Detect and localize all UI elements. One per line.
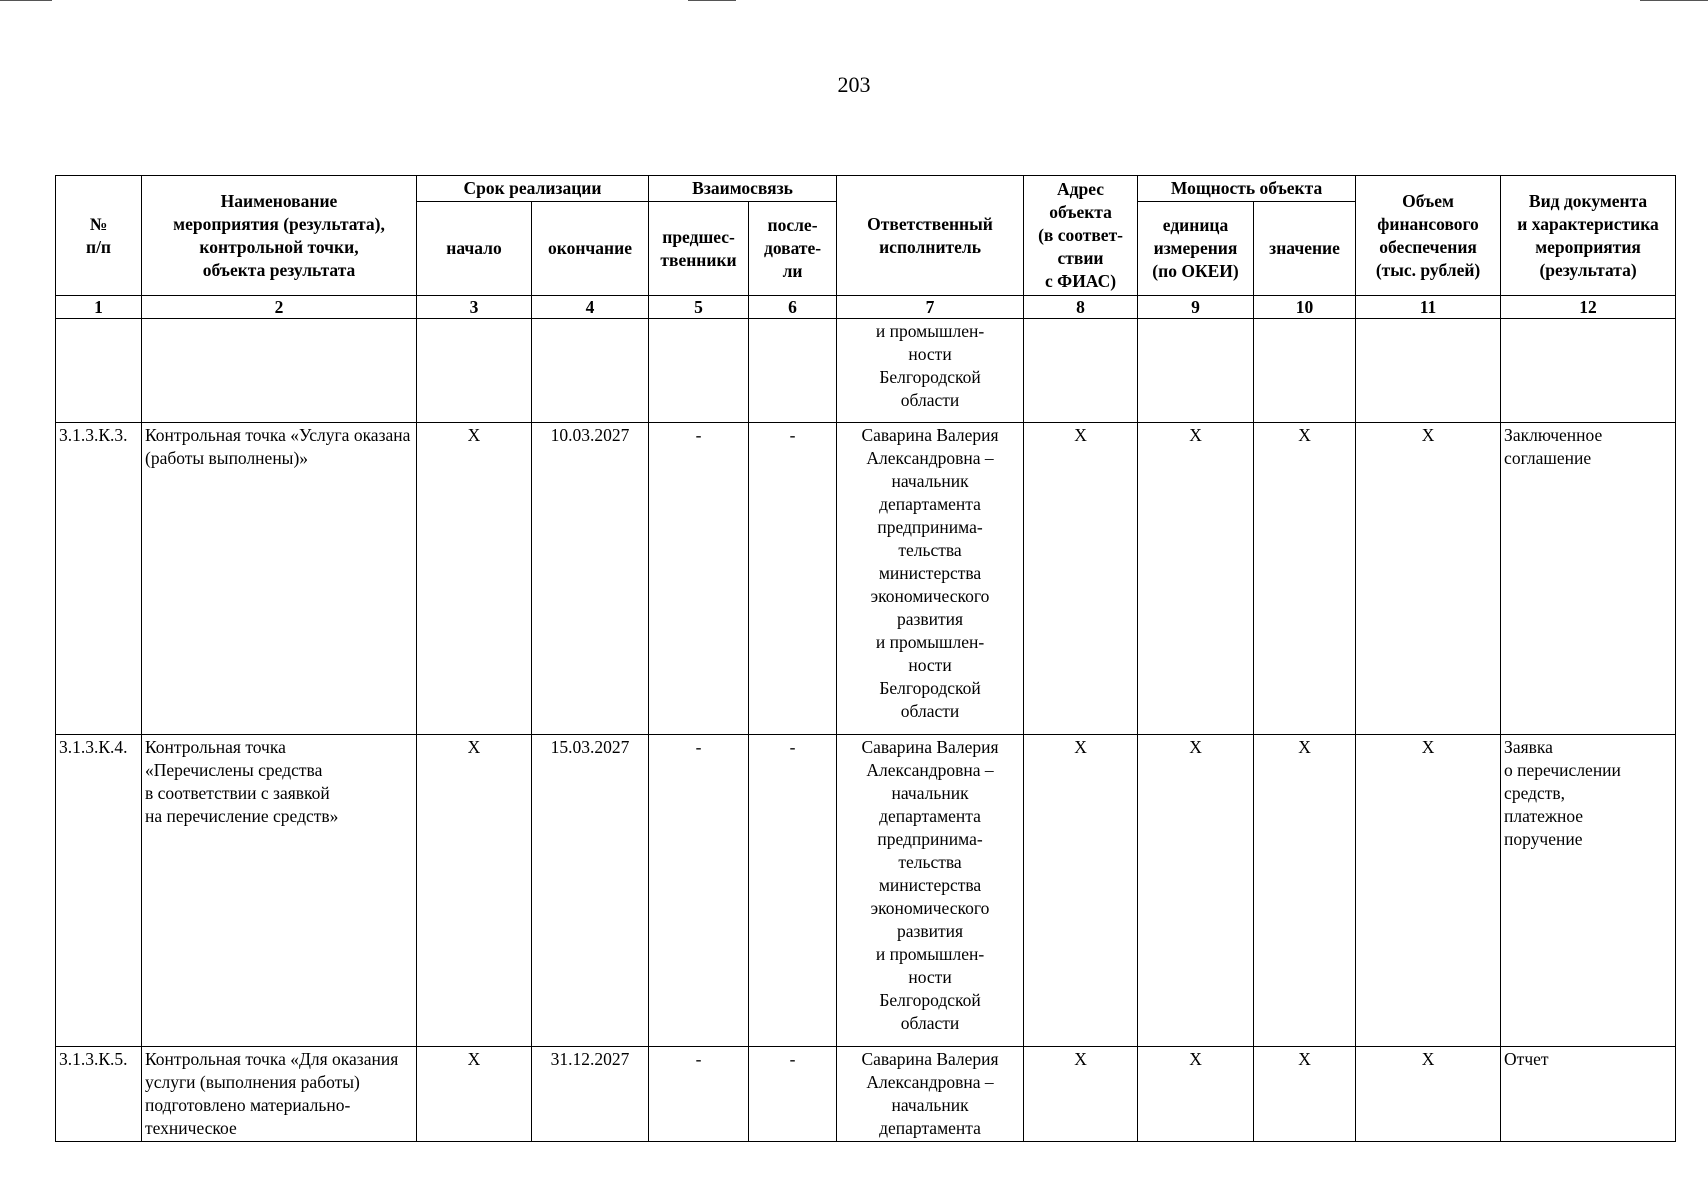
table-row xyxy=(56,1047,1676,1142)
table-row xyxy=(56,423,1676,735)
cell-predecessors xyxy=(649,319,749,423)
cell-responsible: Саварина Валерия Александровна – начальник департамента xyxy=(837,1047,1024,1142)
cell-successors xyxy=(749,319,837,423)
cell-start: X xyxy=(417,1047,532,1142)
cell-funding: X xyxy=(1356,423,1501,735)
cell-successors: - xyxy=(749,735,837,1047)
cell-funding xyxy=(1356,319,1501,423)
cell-responsible: Саварина Валерия Александровна – начальник департамента предпринима- тельства министерства экономического развития и промышлен- ности Белгородской области xyxy=(837,735,1024,1047)
cell-end: 31.12.2027 xyxy=(532,1047,649,1142)
cell-name: Контрольная точка «Перечислены средства в соответствии с заявкой на перечисление средств» xyxy=(142,735,417,1047)
cell-num: 3.1.3.К.5. xyxy=(56,1047,142,1142)
cell-unit: X xyxy=(1138,423,1254,735)
cell-predecessors: - xyxy=(649,735,749,1047)
column-number: 4 xyxy=(532,296,649,319)
cell-predecessors: - xyxy=(649,423,749,735)
cell-value: X xyxy=(1254,1047,1356,1142)
column-number: 9 xyxy=(1138,296,1254,319)
header-value: значение xyxy=(1254,202,1356,296)
column-number: 5 xyxy=(649,296,749,319)
cell-unit: X xyxy=(1138,735,1254,1047)
cell-start: X xyxy=(417,423,532,735)
cell-responsible: Саварина Валерия Александровна – начальник департамента предпринима- тельства министерства экономического развития и промышлен- ности Белгородской области xyxy=(837,423,1024,735)
column-number: 2 xyxy=(142,296,417,319)
cell-name: Контрольная точка «Услуга оказана (работы выполнены)» xyxy=(142,423,417,735)
cell-responsible: и промышлен- ности Белгородской области xyxy=(837,319,1024,423)
cell-start xyxy=(417,319,532,423)
scan-edge-left xyxy=(0,0,52,1)
scan-edge-middle xyxy=(688,0,736,1)
cell-start: X xyxy=(417,735,532,1047)
cell-num: 3.1.3.К.3. xyxy=(56,423,142,735)
cell-successors: - xyxy=(749,423,837,735)
cell-successors: - xyxy=(749,1047,837,1142)
project-activities-table xyxy=(55,175,1676,1142)
cell-value: X xyxy=(1254,423,1356,735)
header-num: № п/п xyxy=(56,176,142,296)
column-number: 8 xyxy=(1024,296,1138,319)
cell-end xyxy=(532,319,649,423)
column-number: 6 xyxy=(749,296,837,319)
cell-num xyxy=(56,319,142,423)
cell-doc-type: Отчет xyxy=(1501,1047,1676,1142)
cell-funding: X xyxy=(1356,1047,1501,1142)
cell-end: 15.03.2027 xyxy=(532,735,649,1047)
column-number: 7 xyxy=(837,296,1024,319)
page-number: 203 xyxy=(837,72,871,97)
column-number: 11 xyxy=(1356,296,1501,319)
cell-doc-type: Заключенное соглашение xyxy=(1501,423,1676,735)
cell-predecessors: - xyxy=(649,1047,749,1142)
header-start: начало xyxy=(417,202,532,296)
cell-doc-type: Заявка о перечислении средств, платежное поручение xyxy=(1501,735,1676,1047)
header-funding: Объем финансового обеспечения (тыс. рублей) xyxy=(1356,176,1501,296)
header-capacity: Мощность объекта xyxy=(1138,176,1356,202)
cell-doc-type xyxy=(1501,319,1676,423)
column-number: 3 xyxy=(417,296,532,319)
cell-address: X xyxy=(1024,423,1138,735)
header-end: окончание xyxy=(532,202,649,296)
header-successors: после- довате- ли xyxy=(749,202,837,296)
cell-address xyxy=(1024,319,1138,423)
cell-funding: X xyxy=(1356,735,1501,1047)
header-relation: Взаимосвязь xyxy=(649,176,837,202)
column-number: 1 xyxy=(56,296,142,319)
header-unit: единица измерения (по ОКЕИ) xyxy=(1138,202,1254,296)
cell-name: Контрольная точка «Для оказания услуги (выполнения работы) подготовлено материально-техническое xyxy=(142,1047,417,1142)
table-row xyxy=(56,735,1676,1047)
cell-address: X xyxy=(1024,1047,1138,1142)
column-number: 10 xyxy=(1254,296,1356,319)
header-doc-type: Вид документа и характеристика мероприятия (результата) xyxy=(1501,176,1676,296)
header-address: Адрес объекта (в соответ- ствии с ФИАС) xyxy=(1024,176,1138,296)
column-number-row xyxy=(56,296,1676,319)
cell-end: 10.03.2027 xyxy=(532,423,649,735)
header-name: Наименование мероприятия (результата), контрольной точки, объекта результата xyxy=(142,176,417,296)
cell-num: 3.1.3.К.4. xyxy=(56,735,142,1047)
header-responsible: Ответственный исполнитель xyxy=(837,176,1024,296)
cell-value: X xyxy=(1254,735,1356,1047)
cell-value xyxy=(1254,319,1356,423)
scan-edge-right xyxy=(1640,0,1708,1)
cell-address: X xyxy=(1024,735,1138,1047)
table-row xyxy=(56,319,1676,423)
header-period: Срок реализации xyxy=(417,176,649,202)
cell-unit: X xyxy=(1138,1047,1254,1142)
column-number: 12 xyxy=(1501,296,1676,319)
cell-unit xyxy=(1138,319,1254,423)
cell-name xyxy=(142,319,417,423)
header-predecessors: предшес- твенники xyxy=(649,202,749,296)
